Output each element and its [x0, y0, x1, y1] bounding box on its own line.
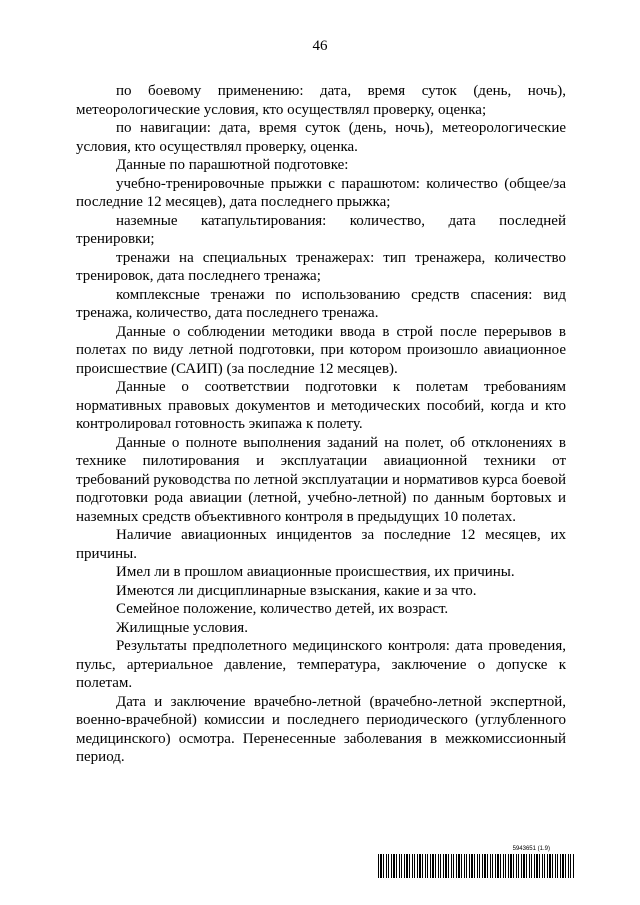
paragraph: тренажи на специальных тренажерах: тип тренажера, количество тренировок, дата последнего тренажа;: [76, 249, 566, 284]
paragraph: Дата и заключение врачебно-летной (врачебно-летной экспертной, военно-врачебной) комиссии и последнего периодического (углубленного медицинского) осмотра. Перенесенные заболевания в межкомиссионный период.: [76, 693, 566, 765]
paragraph: по навигации: дата, время суток (день, ночь), метеорологические условия, кто осуществлял проверку, оценка.: [76, 120, 566, 155]
paragraph: Данные о соответствии подготовки к полетам требованиям нормативных правовых документов и методических пособий, когда и кто контролировал готовность экипажа к полету.: [76, 379, 566, 432]
paragraph: Имел ли в прошлом авиационные происшествия, их причины.: [116, 564, 515, 580]
paragraph: Данные о соблюдении методики ввода в строй после перерывов в полетах по виду летной подготовки, при котором произошло авиационное происшествие (САИП) (за последние 12 месяцев).: [76, 323, 566, 377]
barcode-number: 5943651 (1.9): [512, 846, 550, 852]
paragraph: Данные о полноте выполнения заданий на полет, об отклонениях в технике пилотирования и эксплуатации авиационной техники от требований руководства по летной эксплуатации и нормативов курса боевой подготовки рода авиации (летной, учебно-летной) по данным бортовых и наземных средств объективного контроля в предыдущих 10 полетах.: [76, 434, 566, 525]
barcode-block: [378, 846, 574, 880]
paragraph: Жилищные условия.: [116, 619, 248, 636]
paragraph: Семейное положение, количество детей, их возраст.: [116, 601, 449, 617]
paragraph: Результаты предполетного медицинского контроля: дата проведения, пульс, артериальное давление, температура, заключение о допуске к полетам.: [76, 638, 566, 691]
paragraph: наземные катапультирования: количество, дата последней тренировки;: [76, 212, 566, 247]
paragraph: Данные по парашютной подготовке:: [116, 157, 349, 173]
paragraph: комплексные тренажи по использованию средств спасения: вид тренажа, количество, дата последнего тренажа.: [76, 286, 566, 321]
barcode-icon: [378, 854, 574, 878]
paragraph: учебно-тренировочные прыжки с парашютом: количество (общее/за последние 12 месяцев), дата последнего прыжка;: [76, 175, 566, 210]
paragraph: по боевому применению: дата, время суток (день, ночь), метеорологические условия, кто осуществлял проверку, оценка;: [76, 83, 566, 118]
paragraph: Наличие авиационных инцидентов за последние 12 месяцев, их причины.: [76, 527, 566, 562]
paragraph: Имеются ли дисциплинарные взыскания, какие и за что.: [116, 582, 477, 599]
document-body: [76, 82, 566, 767]
page-number: 46: [312, 38, 328, 54]
